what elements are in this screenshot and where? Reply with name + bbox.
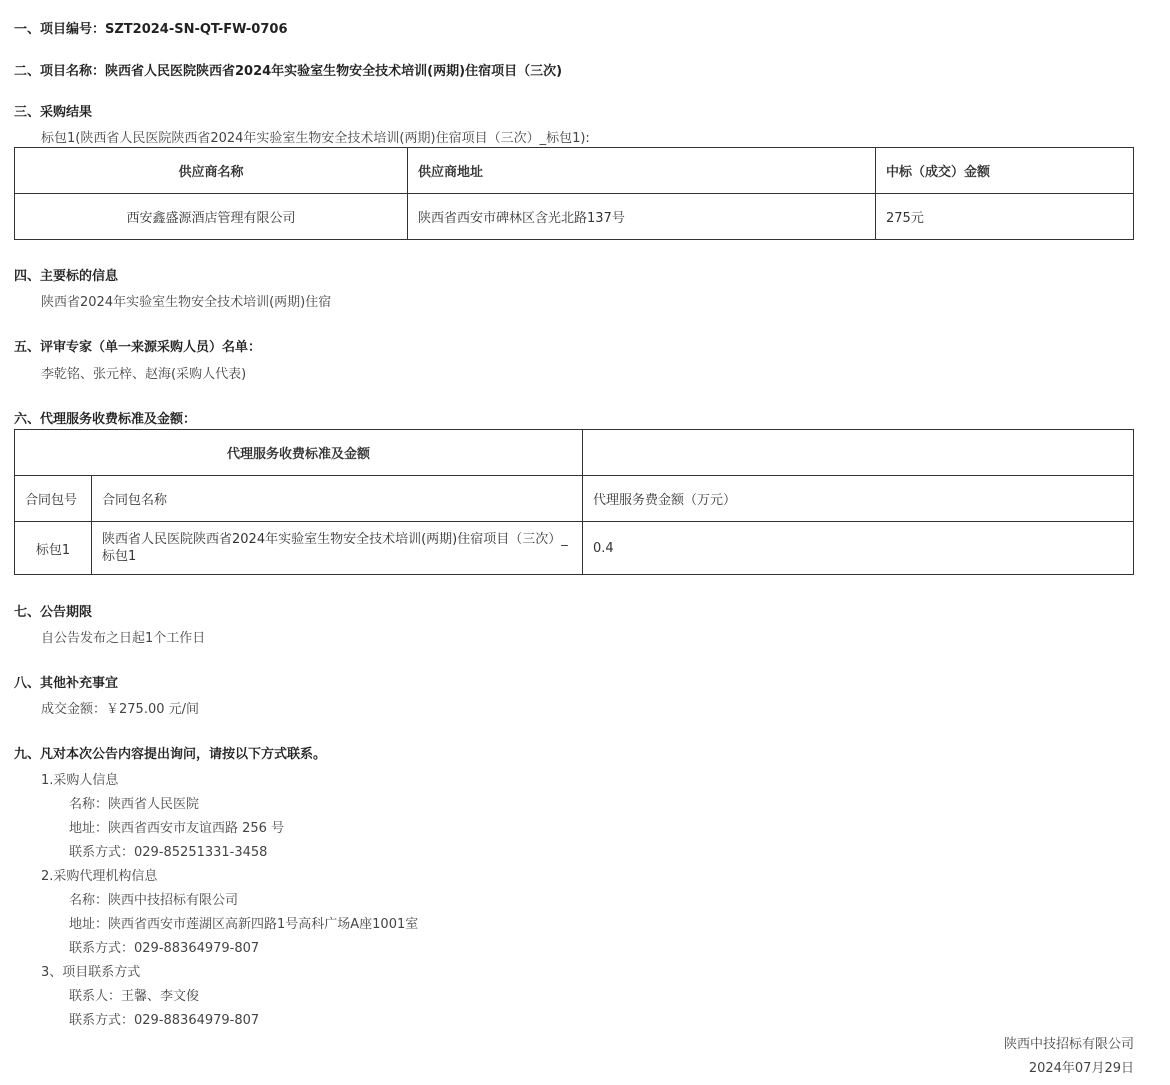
- buyer-address: 地址：陕西省西安市友谊西路 256 号: [69, 821, 285, 836]
- header-package-name: 合同包名称: [92, 476, 583, 522]
- footer-date: 2024年07月29日: [1028, 1061, 1134, 1076]
- deal-amount-text: 成交金额：￥275.00 元/间: [41, 702, 199, 717]
- agency-fee-table-title: 代理服务收费标准及金额: [15, 430, 583, 476]
- header-bid-amount: 中标（成交）金额: [876, 148, 1134, 194]
- buyer-contact: 联系方式：029-85251331-3458: [69, 845, 268, 860]
- experts-heading: 五、评审专家（单一来源采购人员）名单：: [14, 340, 262, 355]
- cell-fee-amount: 0.4: [583, 522, 1134, 575]
- cell-bid-amount: 275元: [876, 194, 1134, 240]
- agency-fee-table: [14, 429, 1134, 575]
- agency-name: 名称：陕西中技招标有限公司: [69, 893, 239, 908]
- header-supplier-name: 供应商名称: [15, 148, 408, 194]
- result-table: [14, 147, 1134, 240]
- buyer-name: 名称：陕西省人民医院: [69, 797, 200, 812]
- cell-package-no: 标包1: [15, 522, 92, 575]
- header-fee-amount: 代理服务费金额（万元）: [583, 476, 1134, 522]
- agency-contact: 联系方式：029-88364979-807: [69, 941, 260, 956]
- agency-fee-header: [15, 476, 1134, 522]
- buyer-info-label: 1.采购人信息: [41, 773, 119, 788]
- cell-package-name: 陕西省人民医院陕西省2024年实验室生物安全技术培训(两期)住宿项目（三次）_标包1: [92, 522, 583, 575]
- main-subject-text: 陕西省2024年实验室生物安全技术培训(两期)住宿: [41, 295, 332, 310]
- empty-cell: [583, 430, 1134, 476]
- agency-address: 地址：陕西省西安市莲湖区高新四路1号高科广场A座1001室: [69, 917, 419, 932]
- project-number-heading: 一、项目编号：SZT2024-SN-QT-FW-0706: [14, 22, 288, 37]
- experts-text: 李乾铭、张元梓、赵海(采购人代表): [41, 367, 247, 382]
- table-row: [15, 194, 1134, 240]
- package-line: 标包1(陕西省人民医院陕西省2024年实验室生物安全技术培训(两期)住宿项目（三次）_标包1):: [41, 131, 590, 146]
- agency-info-label: 2.采购代理机构信息: [41, 869, 158, 884]
- contact-heading: 九、凡对本次公告内容提出询问，请按以下方式联系。: [14, 747, 327, 762]
- footer-org: 陕西中技招标有限公司: [1003, 1037, 1134, 1052]
- notice-period-text: 自公告发布之日起1个工作日: [41, 631, 206, 646]
- header-package-no: 合同包号: [15, 476, 92, 522]
- project-contact-label: 3、项目联系方式: [41, 965, 141, 980]
- main-subject-heading: 四、主要标的信息: [14, 269, 119, 284]
- header-supplier-address: 供应商地址: [408, 148, 876, 194]
- cell-supplier-name: 西安鑫盛源酒店管理有限公司: [15, 194, 408, 240]
- project-contact-phone: 联系方式：029-88364979-807: [69, 1013, 260, 1028]
- procurement-result-heading: 三、采购结果: [14, 105, 93, 120]
- supplementary-heading: 八、其他补充事宜: [14, 676, 119, 691]
- cell-supplier-address: 陕西省西安市碑林区含光北路137号: [408, 194, 876, 240]
- project-name-heading: 二、项目名称：陕西省人民医院陕西省2024年实验室生物安全技术培训(两期)住宿项目（三次): [14, 64, 563, 79]
- notice-period-heading: 七、公告期限: [14, 605, 93, 620]
- project-contact-person: 联系人：王馨、李文俊: [69, 989, 200, 1004]
- result-table-header: [15, 148, 1134, 194]
- table-row: [15, 522, 1134, 575]
- agency-fee-heading: 六、代理服务收费标准及金额：: [14, 412, 197, 427]
- agency-fee-title-row: [15, 430, 1134, 476]
